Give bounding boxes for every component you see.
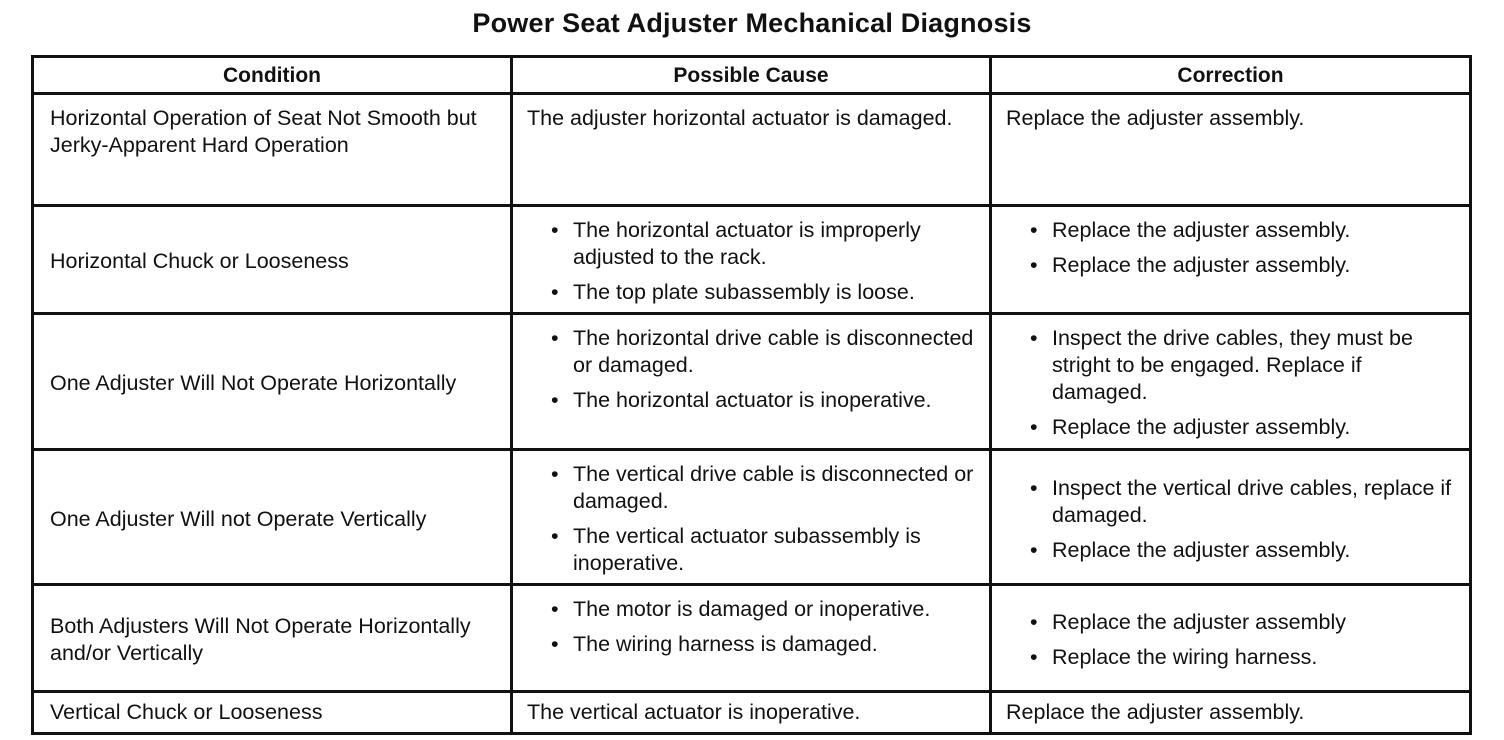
correction-item: • Replace the adjuster assembly. <box>1006 414 1457 441</box>
correction-cell: Replace the adjuster assembly. <box>991 94 1471 206</box>
correction-item: • Inspect the vertical drive cables, replace if damaged. <box>1006 475 1457 529</box>
cause-item: • The wiring harness is damaged. <box>527 631 977 658</box>
cause-item: • The horizontal drive cable is disconnected or damaged. <box>527 325 977 379</box>
table-row <box>33 314 1471 450</box>
correction-item: • Replace the adjuster assembly <box>1006 609 1457 636</box>
table-header-row <box>33 57 1471 94</box>
correction-cell <box>991 314 1471 450</box>
diagnosis-table <box>31 55 1472 735</box>
document-title: Power Seat Adjuster Mechanical Diagnosis <box>472 8 1032 38</box>
cause-cell: The adjuster horizontal actuator is damaged. <box>512 94 991 206</box>
table-row <box>33 585 1471 692</box>
condition-cell: Horizontal Chuck or Looseness <box>33 206 512 314</box>
header-correction: Correction <box>991 57 1471 94</box>
cause-cell: The vertical actuator is inoperative. <box>512 692 991 734</box>
condition-cell: Vertical Chuck or Looseness <box>33 692 512 734</box>
header-condition: Condition <box>33 57 512 94</box>
cause-list <box>527 325 977 414</box>
cause-list <box>527 596 977 658</box>
cause-list <box>527 217 977 306</box>
cause-item: • The horizontal actuator is improperly adjusted to the rack. <box>527 217 977 271</box>
correction-cell: Replace the adjuster assembly. <box>991 692 1471 734</box>
condition-cell: Both Adjusters Will Not Operate Horizontally and/or Vertically <box>33 585 512 692</box>
header-possible-cause: Possible Cause <box>512 57 991 94</box>
cause-item: • The vertical drive cable is disconnected or damaged. <box>527 461 977 515</box>
condition-cell: One Adjuster Will Not Operate Horizontally <box>33 314 512 450</box>
cause-cell <box>512 314 991 450</box>
correction-item: • Replace the adjuster assembly. <box>1006 537 1457 564</box>
condition-cell: Horizontal Operation of Seat Not Smooth but Jerky-Apparent Hard Operation <box>33 94 512 206</box>
cause-list <box>527 461 977 577</box>
correction-list <box>1006 325 1457 441</box>
cause-item: • The motor is damaged or inoperative. <box>527 596 977 623</box>
table-row <box>33 692 1471 734</box>
cause-cell <box>512 450 991 585</box>
correction-cell <box>991 450 1471 585</box>
condition-cell: One Adjuster Will not Operate Vertically <box>33 450 512 585</box>
correction-item: • Replace the adjuster assembly. <box>1006 217 1457 244</box>
correction-cell <box>991 206 1471 314</box>
table-row <box>33 450 1471 585</box>
correction-item: • Inspect the drive cables, they must be stright to be engaged. Replace if damaged. <box>1006 325 1457 406</box>
correction-cell <box>991 585 1471 692</box>
table-row <box>33 206 1471 314</box>
correction-item: • Replace the wiring harness. <box>1006 644 1457 671</box>
correction-list <box>1006 217 1457 279</box>
table-row <box>33 94 1471 206</box>
correction-list <box>1006 609 1457 671</box>
correction-list <box>1006 475 1457 564</box>
cause-item: • The vertical actuator subassembly is inoperative. <box>527 523 977 577</box>
cause-item: • The horizontal actuator is inoperative. <box>527 387 977 414</box>
correction-item: • Replace the adjuster assembly. <box>1006 252 1457 279</box>
cause-cell <box>512 585 991 692</box>
cause-item: • The top plate subassembly is loose. <box>527 279 977 306</box>
cause-cell <box>512 206 991 314</box>
